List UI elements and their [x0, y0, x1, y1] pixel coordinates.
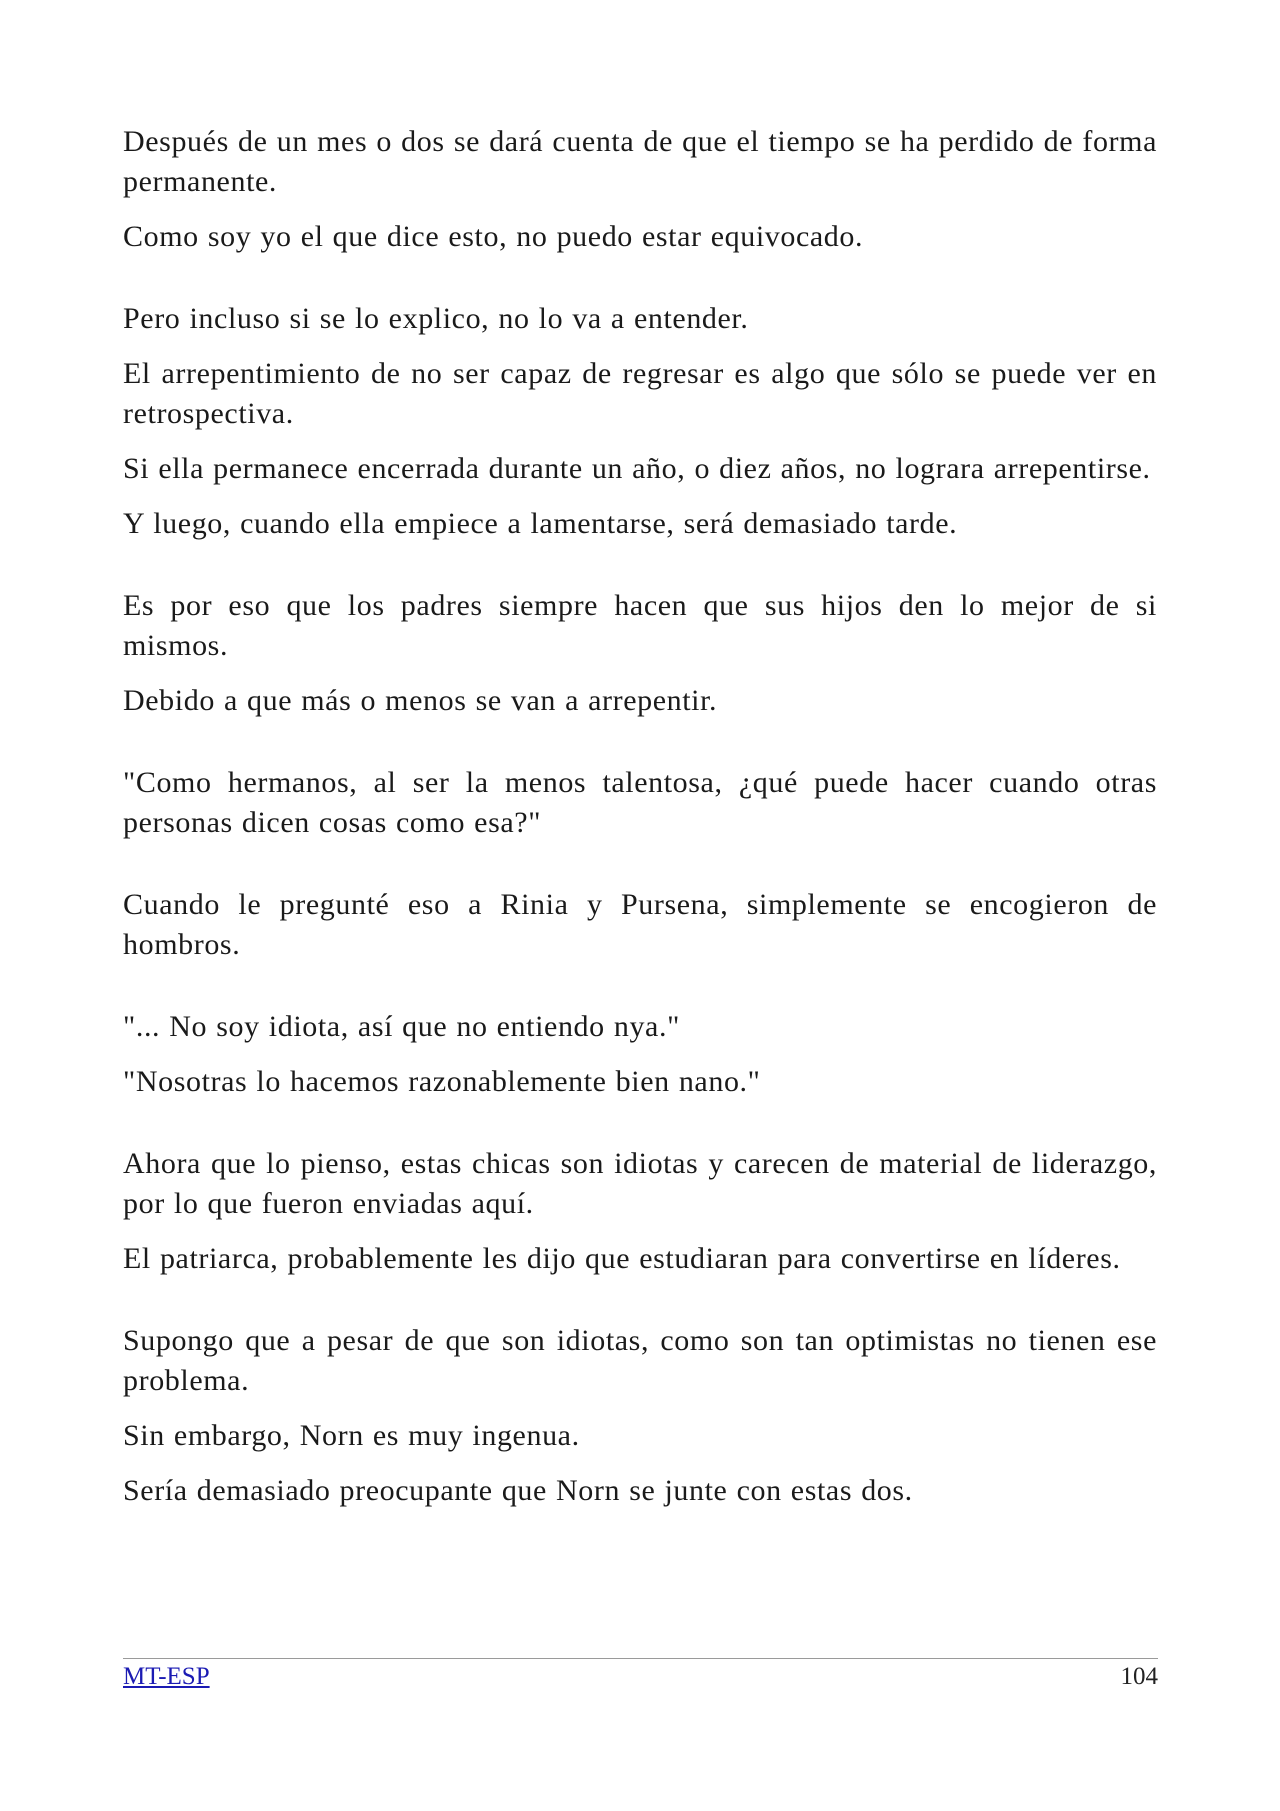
paragraph: Es por eso que los padres siempre hacen que sus hijos den lo mejor de si mismos.: [123, 589, 1157, 662]
page-number: 104: [1120, 1663, 1158, 1690]
paragraph: Si ella permanece encerrada durante un año, o diez años, no lograra arrepentirse.: [123, 452, 1151, 485]
paragraph: Sería demasiado preocupante que Norn se junte con estas dos.: [123, 1474, 913, 1507]
paragraph: Debido a que más o menos se van a arrepentir.: [123, 684, 718, 717]
paragraph: Después de un mes o dos se dará cuenta de que el tiempo se ha perdido de forma permanente.: [123, 125, 1157, 198]
paragraph: "... No soy idiota, así que no entiendo nya.": [123, 1010, 680, 1043]
footer-link[interactable]: MT-ESP: [123, 1663, 210, 1690]
paragraph: El patriarca, probablemente les dijo que estudiaran para convertirse en líderes.: [123, 1242, 1121, 1275]
paragraph: Sin embargo, Norn es muy ingenua.: [123, 1419, 580, 1452]
paragraph: Como soy yo el que dice esto, no puedo estar equivocado.: [123, 220, 864, 253]
text-body: [123, 122, 1157, 1526]
page-footer: [123, 1658, 1158, 1699]
paragraph: Y luego, cuando ella empiece a lamentarse, será demasiado tarde.: [123, 507, 958, 540]
paragraph: Ahora que lo pienso, estas chicas son idiotas y carecen de material de liderazgo, por lo que fueron enviadas aquí.: [123, 1147, 1157, 1220]
paragraph: El arrepentimiento de no ser capaz de regresar es algo que sólo se puede ver en retrospectiva.: [123, 357, 1157, 430]
paragraph: Cuando le pregunté eso a Rinia y Pursena, simplemente se encogieron de hombros.: [123, 888, 1157, 961]
paragraph: "Nosotras lo hacemos razonablemente bien nano.": [123, 1065, 761, 1098]
paragraph: "Como hermanos, al ser la menos talentosa, ¿qué puede hacer cuando otras personas dicen cosas como esa?": [123, 766, 1157, 839]
paragraph: Pero incluso si se lo explico, no lo va a entender.: [123, 302, 749, 335]
paragraph: Supongo que a pesar de que son idiotas, como son tan optimistas no tienen ese problema.: [123, 1324, 1157, 1397]
